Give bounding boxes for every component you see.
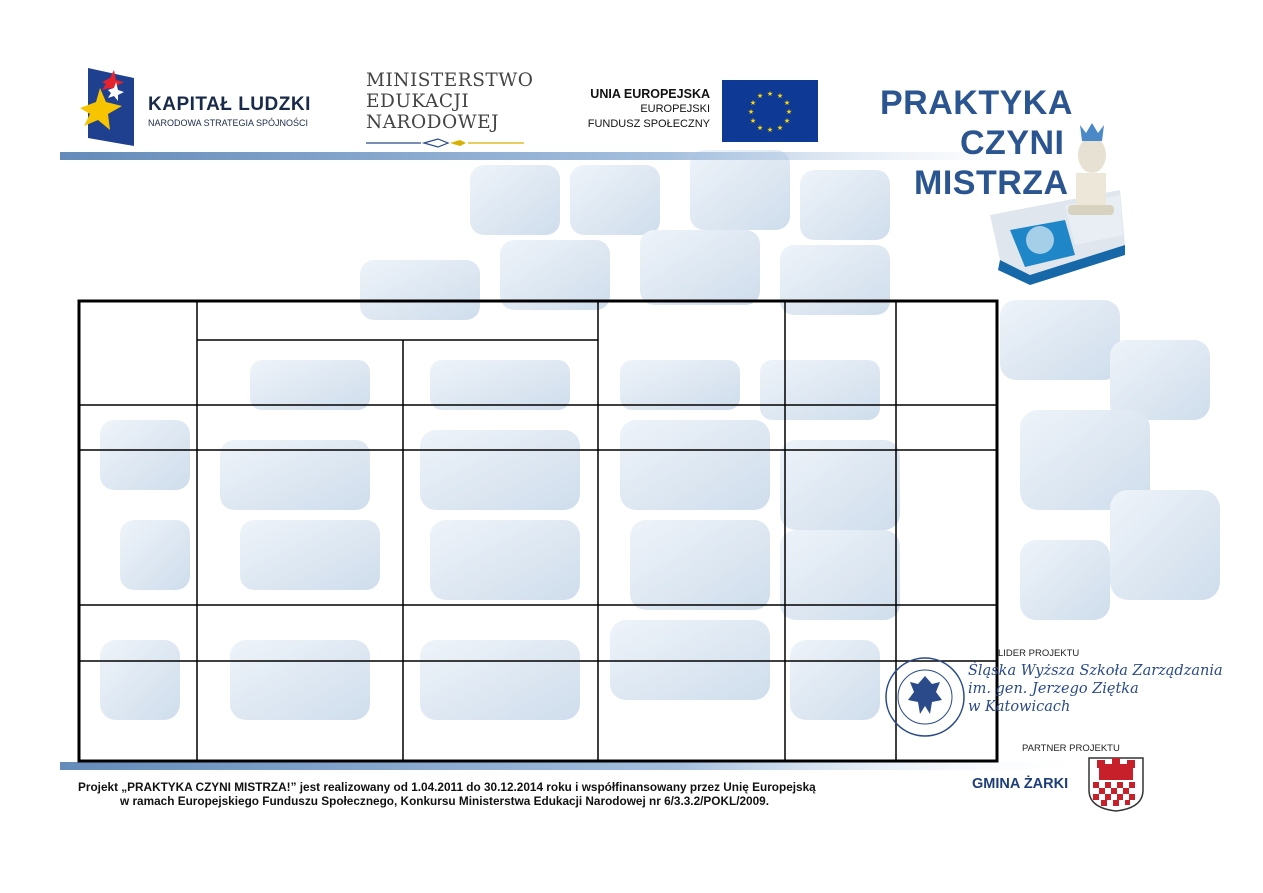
svg-text:★: ★ (785, 108, 793, 116)
svg-text:★: ★ (749, 99, 757, 107)
footer-project-info (78, 780, 948, 808)
svg-text:★: ★ (749, 117, 757, 125)
partner-projektu-label: PARTNER PROJEKTU (1022, 743, 1120, 754)
svg-text:★: ★ (756, 124, 764, 132)
svg-text:★: ★ (766, 90, 774, 98)
unia-europejska-text (560, 86, 710, 132)
kapital-ludzki-star-icon (80, 68, 134, 146)
gmina-zarki-name: GMINA ŻARKI (972, 776, 1069, 792)
ministerstwo-line2: EDUKACJI (366, 91, 470, 112)
footer-line1: Projekt „PRAKTYKA CZYNI MISTRZA!” jest realizowany od 1.04.2011 do 30.12.2014 roku i współfinansowany przez Unię Europejską (78, 780, 816, 794)
ministerstwo-line3: NARODOWEJ (366, 112, 500, 133)
kapital-ludzki-logo (80, 68, 340, 148)
ue-line2: EUROPEJSKI (640, 103, 710, 115)
praktyka-czyni-mistrza-logo (880, 85, 1125, 285)
lider-projektu-label: LIDER PROJEKTU (998, 648, 1080, 659)
kapital-ludzki-title: KAPITAŁ LUDZKI (148, 94, 311, 115)
ue-line3: FUNDUSZ SPOŁECZNY (587, 118, 710, 130)
praktyka-line3: MISTRZA (914, 164, 1069, 202)
ministerstwo-line1: MINISTERSTWO (366, 70, 534, 91)
praktyka-line2: CZYNI (960, 124, 1065, 162)
lider-projektu-name (968, 662, 1223, 716)
praktyka-line1: PRAKTYKA (880, 84, 1073, 122)
svg-text:★: ★ (783, 117, 791, 125)
svg-text:★: ★ (776, 92, 784, 100)
lider-line1: Śląska Wyższa Szkoła Zarządzania (968, 663, 1223, 679)
university-seal-icon (884, 656, 966, 738)
kapital-ludzki-subtitle: NARODOWA STRATEGIA SPÓJNOŚCI (148, 118, 309, 128)
lider-line3: w Katowicach (968, 699, 1071, 715)
ministerstwo-pen-icon (366, 138, 526, 148)
lider-line2: im. gen. Jerzego Ziętka (968, 681, 1139, 697)
svg-text:★: ★ (756, 92, 764, 100)
ue-line1: UNIA EUROPEJSKA (590, 87, 710, 101)
gmina-zarki-crest-icon (1087, 756, 1145, 812)
eu-flag-icon (722, 80, 818, 142)
ministerstwo-logo (366, 70, 536, 150)
svg-text:★: ★ (776, 124, 784, 132)
svg-text:★: ★ (747, 108, 755, 116)
svg-text:★: ★ (766, 126, 774, 134)
svg-text:★: ★ (783, 99, 791, 107)
footer-line2: w ramach Europejskiego Funduszu Społecznego, Konkursu Ministerstwa Edukacji Narodowej nr 6/3.3.2/POKL/2009. (120, 794, 769, 808)
